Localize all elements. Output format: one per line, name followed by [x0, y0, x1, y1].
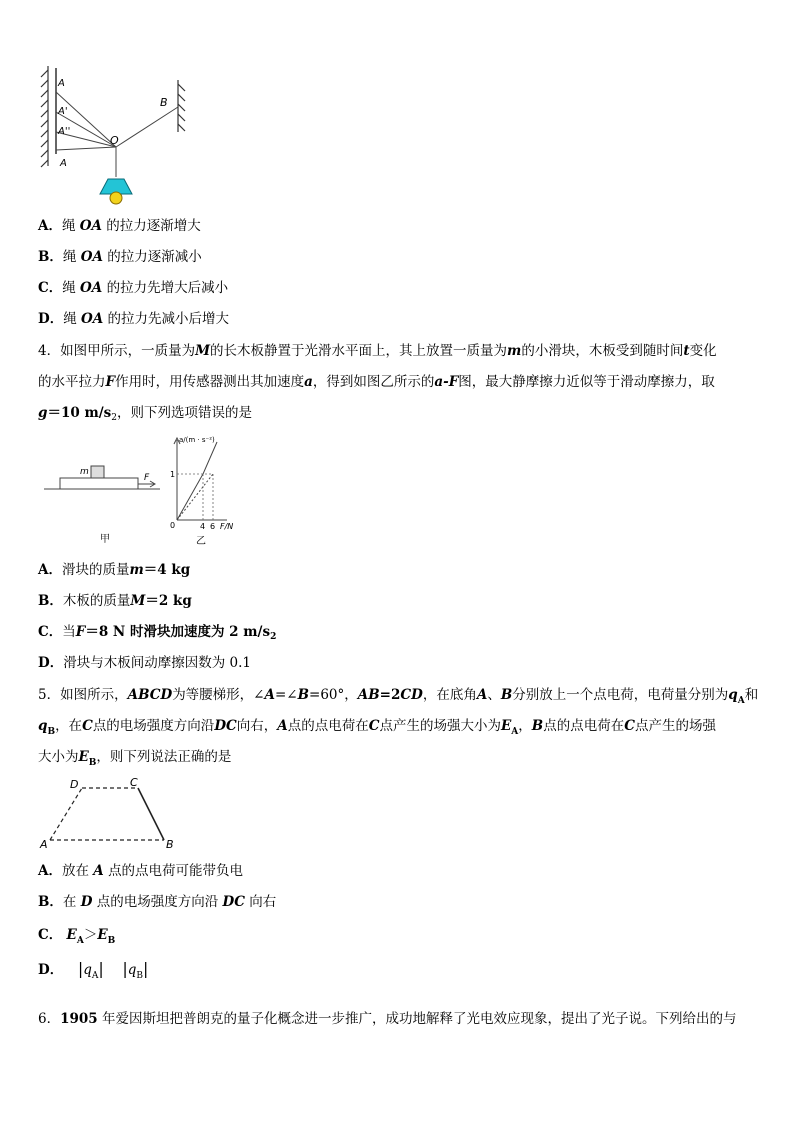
yi-ylabel: a/(m · s⁻²)	[179, 436, 215, 444]
q5-stem-line2: $q_B$，在C点的电场强度方向沿DC向右，A点的点电荷在C点产生的场强大小为$E_A$，B点的点电荷在C点产生的场强	[38, 718, 716, 737]
left-wall	[41, 66, 48, 167]
q4-option-d: D．滑块与木板间动摩擦因数为 0.1	[38, 655, 251, 671]
q4-figure-yi	[165, 434, 245, 548]
label-B: B	[160, 96, 168, 109]
yi-xlabel: F/N	[220, 522, 234, 531]
q4-figure-jia	[44, 458, 164, 548]
q3-option-d: D．绳 OA 的拉力先减小后增大	[38, 311, 230, 327]
yi-x1: 4	[200, 522, 206, 531]
q5-option-a: A．放在 A 点的点电荷可能带负电	[38, 863, 244, 879]
q3-option-c: C．绳 OA 的拉力先增大后减小	[38, 280, 229, 296]
yi-origin: 0	[170, 521, 176, 530]
q4-option-a: A．滑块的质量m＝4 kg	[38, 562, 191, 578]
q4-stem-line1: 4．如图甲所示，一质量为M的长木板静置于光滑水平面上，其上放置一质量为m的小滑块，木板受到随时间t变化	[38, 343, 717, 359]
label-m: m	[80, 467, 89, 477]
q5-stem-line1: 5．如图所示，ABCD为等腰梯形，∠A=∠B=60°，AB=2CD，在底角A、B分别放上一个点电荷，电荷量分别为$q_A$和	[38, 687, 759, 706]
q4-option-b: B．木板的质量M＝2 kg	[38, 593, 192, 609]
right-wall	[178, 80, 185, 132]
q3-option-b: B．绳 OA 的拉力逐渐减小	[38, 249, 202, 265]
q3-option-a: A．绳 OA 的拉力逐渐增大	[38, 218, 201, 234]
yi-x2: 6	[210, 522, 216, 531]
q5-option-d: D． $|q_A|$ $|q_B|$	[38, 959, 149, 981]
label-A2: A'	[58, 106, 68, 117]
label-F: F	[144, 473, 150, 483]
q4-stem-line2: 的水平拉力F作用时，用传感器测出其加速度a，得到如图乙所示的a-F图，最大静摩擦力近似等于滑动摩擦力，取	[38, 374, 715, 390]
q4-stem-line3: g＝10 $m/s_2$，则下列选项错误的是	[38, 405, 252, 423]
trap-A: A	[40, 838, 48, 851]
q5-option-c: C． $E_A>E_B$	[38, 927, 116, 946]
lamp-icon	[100, 179, 132, 204]
label-A4: A	[60, 158, 67, 169]
q5-option-b: B．在 D 点的电场强度方向沿 DC 向右	[38, 894, 277, 910]
yi-y1: 1	[170, 470, 176, 479]
trap-D: D	[70, 778, 79, 791]
q5-figure-trapezoid	[38, 776, 188, 852]
label-O: O	[110, 134, 119, 147]
caption-yi: 乙	[196, 536, 206, 547]
label-A3: A''	[58, 126, 71, 137]
q3-figure	[38, 62, 198, 210]
trap-C: C	[130, 776, 138, 789]
trap-B: B	[166, 838, 174, 851]
q5-stem-line3: 大小为$E_B$，则下列说法正确的是	[38, 749, 232, 768]
label-A1: A	[58, 78, 65, 89]
q6-stem-line1: 6．1905 年爱因斯坦把普朗克的量子化概念进一步推广，成功地解释了光电效应现象，提出了光子说。下列给出的与	[38, 1011, 737, 1027]
caption-jia: 甲	[100, 534, 110, 545]
q4-option-c: C．当F＝8 N 时滑块加速度为 2 $m/s_2$	[38, 624, 277, 642]
